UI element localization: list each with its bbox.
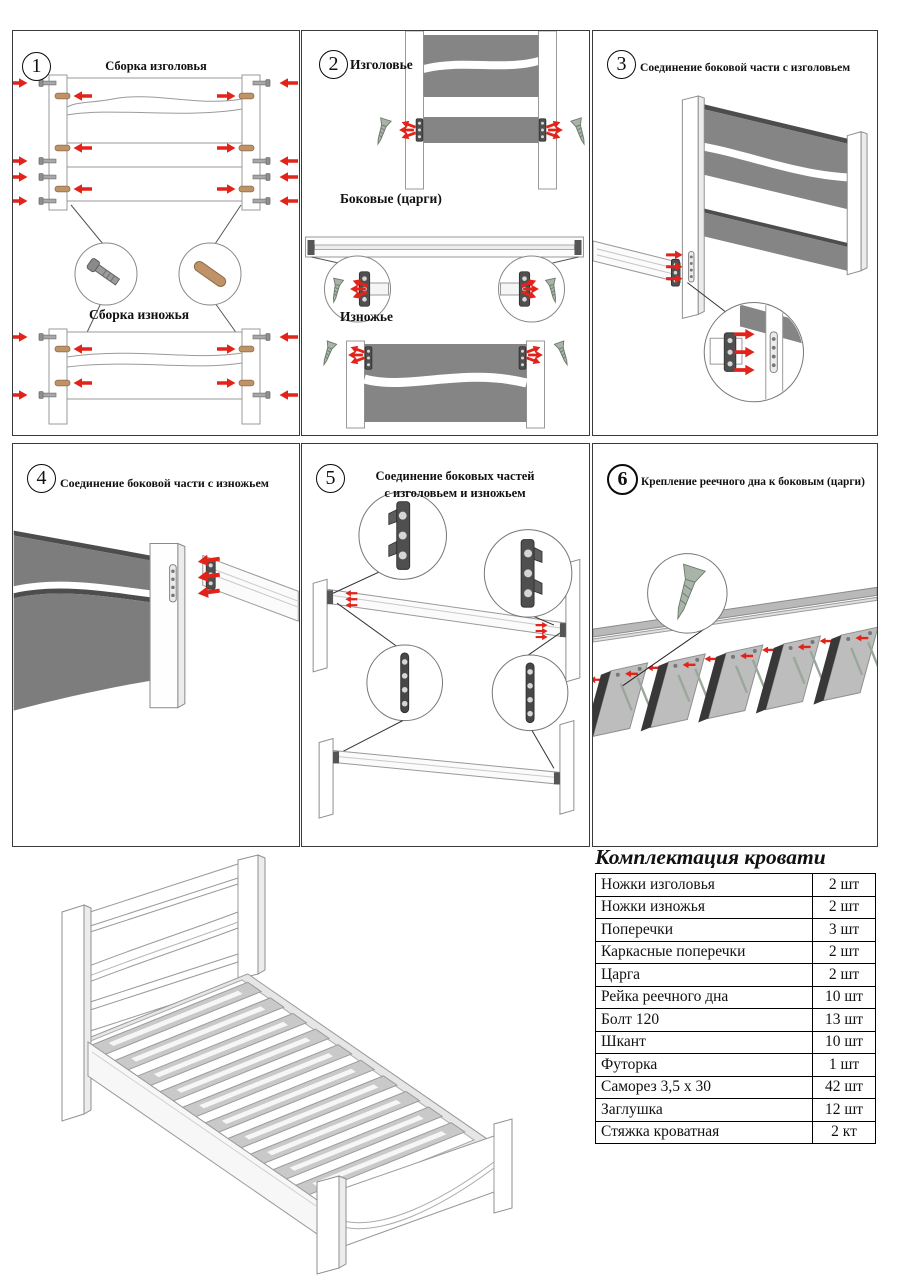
panel-step-3 [592, 30, 878, 436]
headboard-near-post [62, 905, 91, 1121]
part-qty: 3 шт [813, 919, 876, 942]
detail-callouts [71, 205, 245, 345]
lower-rail-assembly [319, 721, 574, 819]
part-name: Саморез 3,5 x 30 [596, 1076, 813, 1099]
step-number-badge: 1 [22, 52, 51, 81]
panel2-drawing [302, 31, 589, 435]
part-name: Заглушка [596, 1099, 813, 1122]
part-qty: 10 шт [813, 986, 876, 1009]
step-number-badge: 3 [607, 50, 636, 79]
part-qty: 2 шт [813, 964, 876, 987]
table-row [596, 1031, 876, 1054]
headboard-front-view [373, 31, 589, 189]
part-qty: 2 шт [813, 874, 876, 897]
side-rail-joint [593, 241, 694, 286]
footboard-corner-3d [14, 531, 185, 711]
footboard-front-view [319, 341, 572, 428]
table-row [596, 919, 876, 942]
panel-step-6 [592, 443, 878, 847]
part-name: Поперечки [596, 919, 813, 942]
panel-step-1 [12, 30, 300, 436]
panel3-drawing [593, 31, 877, 435]
step-number-badge: 2 [319, 50, 348, 79]
table-row [596, 1121, 876, 1144]
panel6-drawing [593, 444, 877, 846]
side-rail-tsarga [593, 587, 877, 642]
table-row [596, 1054, 876, 1077]
panel6-title: Крепление реечного дна к боковым (царги) [641, 476, 865, 488]
table-row [596, 1076, 876, 1099]
part-name: Каркасные поперечки [596, 941, 813, 964]
panel3-title: Соединение боковой части с изголовьем [640, 61, 851, 74]
table-row [596, 1099, 876, 1122]
step-number-badge: 5 [316, 464, 345, 493]
part-name: Болт 120 [596, 1009, 813, 1032]
panel5-title-line2: с изголовьем и изножьем [384, 485, 526, 500]
part-qty: 2 шт [813, 896, 876, 919]
part-name: Ножки изножья [596, 896, 813, 919]
panel4-title: Соединение боковой части с изножьем [60, 476, 269, 490]
part-name: Футорка [596, 1054, 813, 1077]
table-row [596, 941, 876, 964]
panel5-title-line1: Соединение боковых частей [375, 469, 535, 483]
panel2-label-footboard: Изножье [340, 309, 394, 324]
panel-step-2 [301, 30, 590, 436]
part-qty: 10 шт [813, 1031, 876, 1054]
parts-list-title: Комплектация кровати [595, 845, 826, 869]
panel1-title-footboard: Сборка изножья [89, 307, 190, 322]
part-qty: 2 кт [813, 1121, 876, 1144]
table-row [596, 986, 876, 1009]
part-qty: 13 шт [813, 1009, 876, 1032]
side-rail-view [306, 237, 584, 257]
panel-step-5 [301, 443, 590, 847]
part-qty: 12 шт [813, 1099, 876, 1122]
table-row [596, 896, 876, 919]
assembled-bed-illustration [20, 852, 590, 1276]
panel2-label-siderails: Боковые (царги) [340, 191, 442, 206]
part-name: Шкант [596, 1031, 813, 1054]
part-name: Рейка реечного дна [596, 986, 813, 1009]
step-number-badge: 6 [607, 464, 638, 495]
side-rail-end-3d [197, 553, 298, 621]
part-name: Царга [596, 964, 813, 987]
part-name: Стяжка кроватная [596, 1121, 813, 1144]
footboard-assembly-front-view [49, 329, 260, 424]
panel4-drawing [13, 444, 299, 846]
part-qty: 42 шт [813, 1076, 876, 1099]
slatted-base [593, 627, 877, 752]
part-qty: 1 шт [813, 1054, 876, 1077]
panel1-drawing [13, 31, 299, 435]
parts-table [595, 873, 876, 1144]
panel2-label-headboard: Изголовье [350, 57, 413, 72]
step-number-badge: 4 [27, 464, 56, 493]
panel5-drawing [302, 444, 589, 846]
table-row [596, 1009, 876, 1032]
parts-list [595, 845, 876, 1144]
headboard-3d-view [682, 96, 867, 318]
joint-detail-callout [687, 283, 805, 402]
panel5-title [360, 468, 550, 502]
part-qty: 2 шт [813, 941, 876, 964]
panel1-title-headboard: Сборка изголовья [105, 59, 207, 73]
part-name: Ножки изголовья [596, 874, 813, 897]
panel-step-4 [12, 443, 300, 847]
table-row [596, 964, 876, 987]
table-row [596, 874, 876, 897]
